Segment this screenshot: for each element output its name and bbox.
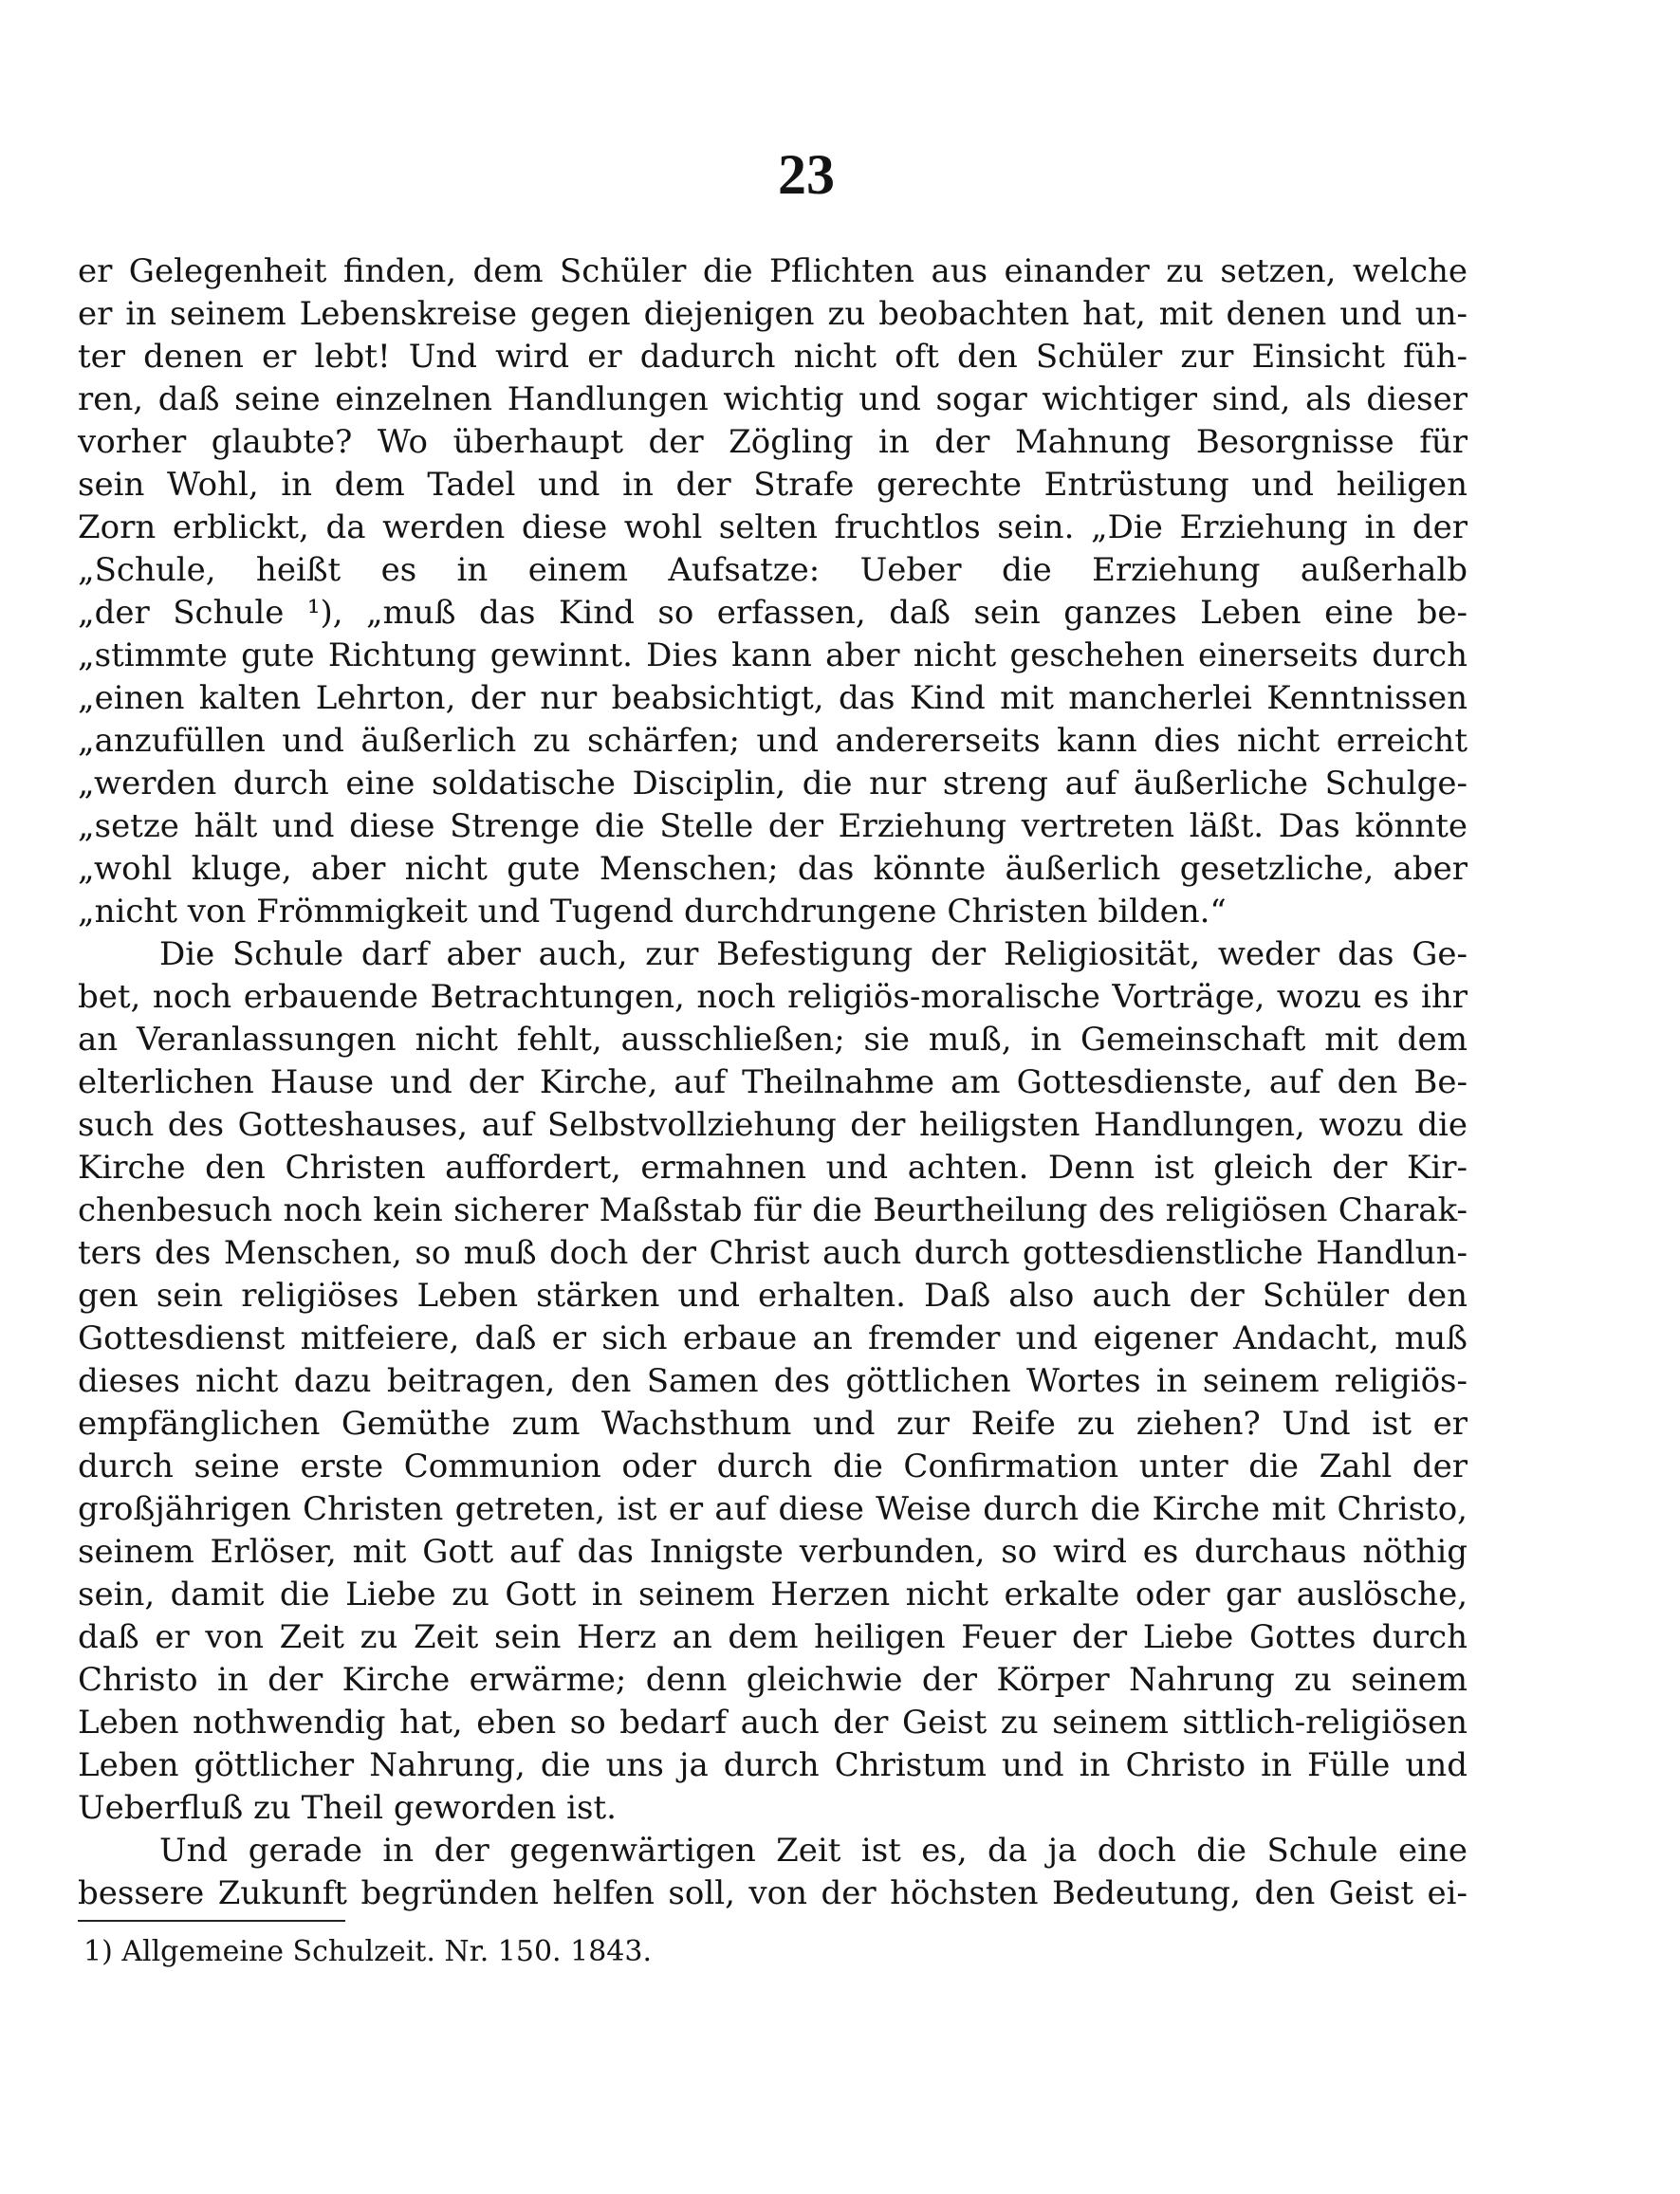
text-line: „anzufüllen und äußerlich zu schärfen; und andererseits kann dies nicht erreicht	[78, 722, 1468, 760]
text-line: vorher glaubte? Wo überhaupt der Zögling in der Mahnung Besorgnisse für	[78, 423, 1468, 461]
text-line: Zorn erblickt, da werden diese wohl selten fruchtlos sein. „Die Erziehung in der	[78, 508, 1468, 546]
text-line: großjährigen Christen getreten, ist er auf diese Weise durch die Kirche mit Christo,	[78, 1490, 1468, 1528]
text-line: „nicht von Frömmigkeit und Tugend durchdrungene Christen bilden.“	[78, 893, 1227, 931]
text-line: Gottesdienst mitfeiere, daß er sich erbaue an fremder und eigener Andacht, muß	[78, 1319, 1468, 1357]
text-line: ren, daß seine einzelnen Handlungen wichtig und sogar wichtiger sind, als dieser	[78, 380, 1468, 418]
text-line: Christo in der Kirche erwärme; denn gleichwie der Körper Nahrung zu seinem	[78, 1661, 1468, 1699]
text-line: an Veranlassungen nicht fehlt, ausschließen; sie muß, in Gemeinschaft mit dem	[78, 1021, 1468, 1059]
text-line: Und gerade in der gegenwärtigen Zeit ist es, da ja doch die Schule eine	[159, 1832, 1468, 1870]
text-line: „werden durch eine soldatische Disciplin, die nur streng auf äußerliche Schulge-	[78, 765, 1468, 802]
text-line: gen sein religiöses Leben stärken und erhalten. Daß also auch der Schüler den	[78, 1277, 1468, 1315]
text-line: bessere Zukunft begründen helfen soll, von der höchsten Bedeutung, den Geist ei-	[78, 1874, 1468, 1912]
text-line: such des Gotteshauses, auf Selbstvollziehung der heiligsten Handlungen, wozu die	[78, 1106, 1468, 1144]
text-line: bet, noch erbauende Betrachtungen, noch religiös-moralische Vorträge, wozu es ihr	[78, 978, 1468, 1016]
text-line: „wohl kluge, aber nicht gute Menschen; das könnte äußerlich gesetzliche, aber	[78, 850, 1468, 888]
text-line: ter denen er lebt! Und wird er dadurch nicht oft den Schüler zur Einsicht füh-	[78, 338, 1468, 376]
text-line: daß er von Zeit zu Zeit sein Herz an dem heiligen Feuer der Liebe Gottes durch	[78, 1618, 1468, 1656]
footnote: 1) Allgemeine Schulzeit. Nr. 150. 1843.	[83, 1935, 653, 1968]
text-line: Kirche den Christen auffordert, ermahnen und achten. Denn ist gleich der Kir-	[78, 1149, 1468, 1187]
text-line: Leben nothwendig hat, eben so bedarf auch der Geist zu seinem sittlich-religiösen	[78, 1704, 1468, 1742]
text-line: „einen kalten Lehrton, der nur beabsichtigt, das Kind mit mancherlei Kenntnissen	[78, 679, 1468, 717]
text-line: ters des Menschen, so muß doch der Christ auch durch gottesdienstliche Handlun-	[78, 1234, 1468, 1272]
text-line: seinem Erlöser, mit Gott auf das Innigste verbunden, so wird es durchaus nöthig	[78, 1533, 1468, 1571]
text-line: dieses nicht dazu beitragen, den Samen des göttlichen Wortes in seinem religiös-	[78, 1362, 1468, 1400]
text-line: empfänglichen Gemüthe zum Wachsthum und zur Reife zu ziehen? Und ist er	[78, 1405, 1468, 1443]
text-line: „stimmte gute Richtung gewinnt. Dies kann aber nicht geschehen einerseits durch	[78, 636, 1468, 674]
text-line: elterlichen Hause und der Kirche, auf Theilnahme am Gottesdienste, auf den Be-	[78, 1063, 1468, 1101]
text-line: er Gelegenheit finden, dem Schüler die Pflichten aus einander zu setzen, welche	[78, 252, 1468, 290]
text-line: sein, damit die Liebe zu Gott in seinem Herzen nicht erkalte oder gar auslösche,	[78, 1576, 1468, 1613]
text-line: sein Wohl, in dem Tadel und in der Strafe gerechte Entrüstung und heiligen	[78, 466, 1468, 504]
text-line: „setze hält und diese Strenge die Stelle der Erziehung vertreten läßt. Das könnte	[78, 807, 1468, 845]
text-line: er in seinem Lebenskreise gegen diejenigen zu beobachten hat, mit denen und un-	[78, 295, 1468, 333]
text-line: chenbesuch noch kein sicherer Maßstab für die Beurtheilung des religiösen Charak-	[78, 1191, 1468, 1229]
text-line: „Schule, heißt es in einem Aufsatze: Ueber die Erziehung außerhalb	[78, 551, 1468, 589]
text-line: Ueberfluß zu Theil geworden ist.	[78, 1789, 617, 1827]
text-line: Leben göttlicher Nahrung, die uns ja durch Christum und in Christo in Fülle und	[78, 1746, 1468, 1784]
footnote-rule	[78, 1920, 345, 1922]
text-line: durch seine erste Communion oder durch die Confirmation unter die Zahl der	[78, 1447, 1468, 1485]
page-number: 23	[778, 143, 835, 206]
text-line: Die Schule darf aber auch, zur Befestigung der Religiosität, weder das Ge-	[159, 935, 1468, 973]
text-line: „der Schule ¹), „muß das Kind so erfassen, daß sein ganzes Leben eine be-	[78, 594, 1468, 632]
